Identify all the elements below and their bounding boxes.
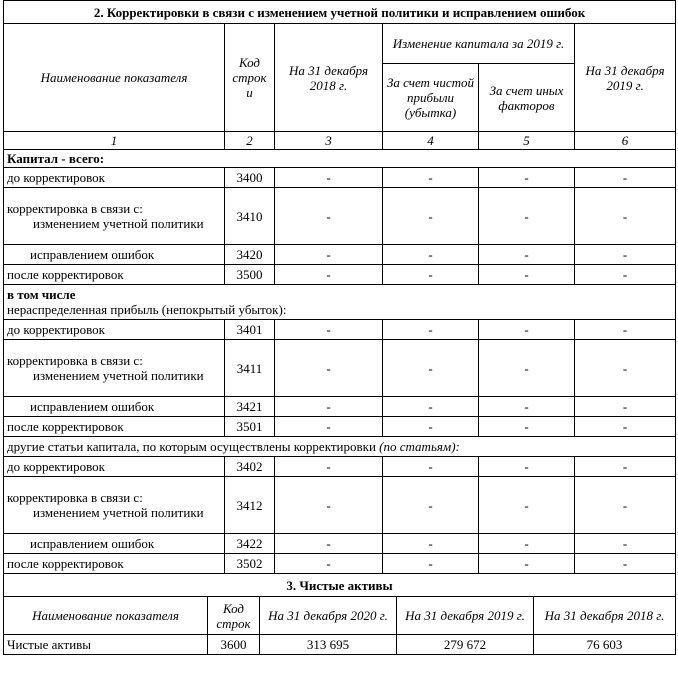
row-label: после корректировок — [4, 417, 225, 437]
cell-value: - — [479, 397, 575, 417]
row-code: 3420 — [225, 245, 275, 265]
cell-value: - — [383, 397, 479, 417]
row-sublabel: изменением учетной политики — [33, 505, 204, 520]
cell-value: - — [275, 417, 383, 437]
retained-earnings-header — [4, 285, 676, 320]
col-number: 5 — [479, 132, 575, 150]
table-row — [4, 397, 676, 417]
header-dec2019: На 31 декабря 2019 г. — [397, 597, 534, 635]
table-row — [4, 477, 676, 534]
cell-value: 279 672 — [397, 635, 534, 655]
cell-value: - — [479, 457, 575, 477]
table-row — [4, 168, 676, 188]
cell-value: - — [479, 320, 575, 340]
cell-value: - — [575, 188, 676, 245]
cell-value: - — [575, 245, 676, 265]
cell-value: - — [479, 534, 575, 554]
row-label: после корректировок — [4, 265, 225, 285]
row-label: Чистые активы — [4, 635, 208, 655]
header-code: Код строк — [208, 597, 260, 635]
header-dec2019: На 31 декабря 2019 г. — [575, 24, 676, 132]
cell-value: - — [479, 188, 575, 245]
cell-value: - — [383, 417, 479, 437]
row-sublabel: изменением учетной политики — [33, 368, 204, 383]
col-number: 2 — [225, 132, 275, 150]
table-row — [4, 188, 676, 245]
header-dec2018: На 31 декабря 2018 г. — [534, 597, 676, 635]
cell-value: - — [479, 168, 575, 188]
cell-value: - — [383, 457, 479, 477]
net-assets-table — [3, 573, 676, 655]
cell-value: - — [383, 188, 479, 245]
in-total-label: в том числе — [7, 287, 76, 302]
cell-value: - — [479, 265, 575, 285]
cell-value: - — [383, 320, 479, 340]
col-number: 6 — [575, 132, 676, 150]
cell-value: - — [479, 477, 575, 534]
cell-value: - — [479, 245, 575, 265]
other-items-header — [4, 437, 676, 457]
header-net-profit: За счет чистой прибыли (убытка) — [383, 64, 479, 132]
col-number: 4 — [383, 132, 479, 150]
table-row — [4, 265, 676, 285]
cell-value: - — [275, 265, 383, 285]
col-number: 3 — [275, 132, 383, 150]
retained-earnings-label: нераспределенная прибыль (непокрытый убыток): — [7, 302, 287, 317]
cell-value: - — [479, 340, 575, 397]
row-sublabel: изменением учетной политики — [33, 216, 204, 231]
header-dec2018: На 31 декабря 2018 г. — [275, 24, 383, 132]
corrections-table — [3, 0, 676, 574]
row-label: корректировка в связи с: — [7, 201, 143, 216]
table-row — [4, 417, 676, 437]
other-items-label: другие статьи капитала, по которым осуществлены корректировки — [7, 439, 376, 454]
row-code: 3501 — [225, 417, 275, 437]
cell-value: - — [275, 534, 383, 554]
cell-value: - — [275, 397, 383, 417]
table-row — [4, 635, 676, 655]
cell-value: - — [275, 168, 383, 188]
header-name: Наименование показателя — [4, 24, 225, 132]
row-label-group — [4, 340, 225, 397]
cell-value: - — [383, 245, 479, 265]
cell-value: - — [575, 340, 676, 397]
row-label: после корректировок — [4, 554, 225, 574]
row-label: до корректировок — [4, 457, 225, 477]
table-row — [4, 245, 676, 265]
cell-value: - — [575, 168, 676, 188]
header-name: Наименование показателя — [4, 597, 208, 635]
report-sheet — [3, 0, 675, 655]
cell-value: 76 603 — [534, 635, 676, 655]
row-code: 3600 — [208, 635, 260, 655]
cell-value: - — [383, 554, 479, 574]
cell-value: - — [383, 534, 479, 554]
table-row — [4, 554, 676, 574]
row-code: 3502 — [225, 554, 275, 574]
capital-total-label: Капитал - всего: — [4, 150, 676, 168]
row-label: корректировка в связи с: — [7, 353, 143, 368]
section3-title: 3. Чистые активы — [4, 574, 676, 597]
table-row — [4, 340, 676, 397]
row-label: до корректировок — [4, 320, 225, 340]
col-number: 1 — [4, 132, 225, 150]
cell-value: - — [275, 188, 383, 245]
table-row — [4, 320, 676, 340]
row-code: 3412 — [225, 477, 275, 534]
cell-value: - — [383, 477, 479, 534]
header-other-factors: За счет иных факторов — [479, 64, 575, 132]
row-code: 3402 — [225, 457, 275, 477]
row-code: 3500 — [225, 265, 275, 285]
cell-value: - — [479, 417, 575, 437]
table-row — [4, 534, 676, 554]
header-code: Код строк и — [225, 24, 275, 132]
cell-value: - — [275, 554, 383, 574]
row-code: 3411 — [225, 340, 275, 397]
cell-value: - — [575, 320, 676, 340]
row-label: до корректировок — [4, 168, 225, 188]
cell-value: - — [479, 554, 575, 574]
cell-value: - — [575, 397, 676, 417]
row-label: исправлением ошибок — [4, 534, 225, 554]
cell-value: - — [275, 320, 383, 340]
header-change-group: Изменение капитала за 2019 г. — [383, 24, 575, 64]
cell-value: - — [575, 534, 676, 554]
cell-value: - — [275, 457, 383, 477]
cell-value: - — [575, 265, 676, 285]
cell-value: - — [575, 477, 676, 534]
cell-value: - — [575, 457, 676, 477]
cell-value: - — [383, 265, 479, 285]
cell-value: - — [275, 477, 383, 534]
section2-title: 2. Корректировки в связи с изменением учетной политики и исправлением ошибок — [4, 1, 676, 24]
row-code: 3400 — [225, 168, 275, 188]
row-code: 3421 — [225, 397, 275, 417]
table-row — [4, 457, 676, 477]
cell-value: - — [575, 417, 676, 437]
cell-value: - — [275, 340, 383, 397]
row-code: 3410 — [225, 188, 275, 245]
row-code: 3401 — [225, 320, 275, 340]
cell-value: - — [575, 554, 676, 574]
cell-value: - — [383, 168, 479, 188]
row-label-group — [4, 188, 225, 245]
cell-value: - — [275, 245, 383, 265]
row-label: корректировка в связи с: — [7, 490, 143, 505]
header-dec2020: На 31 декабря 2020 г. — [260, 597, 397, 635]
row-code: 3422 — [225, 534, 275, 554]
row-label: исправлением ошибок — [4, 245, 225, 265]
row-label-group — [4, 477, 225, 534]
cell-value: 313 695 — [260, 635, 397, 655]
row-label: исправлением ошибок — [4, 397, 225, 417]
cell-value: - — [383, 340, 479, 397]
other-items-note: (по статьям): — [379, 439, 460, 454]
